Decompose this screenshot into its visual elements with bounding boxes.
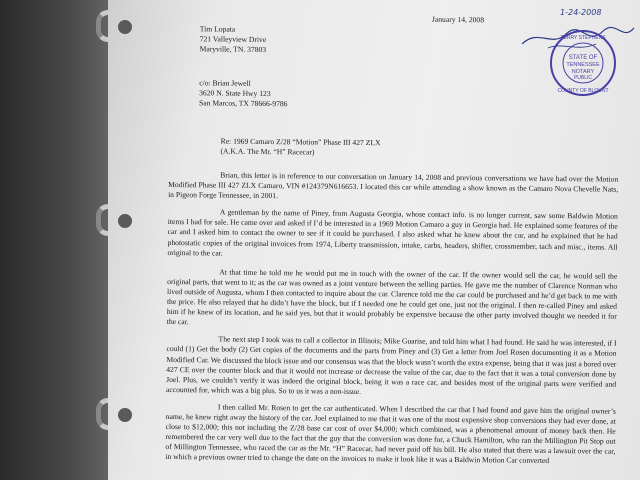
- address-line: 721 Valleyview Drive: [199, 34, 267, 45]
- binder-background: [0, 0, 118, 480]
- paragraph: At that time he told me he would put me in touch with the owner of the car. If the owner would sell the car, he would sell the original parts, that went to it; as the car was owned as a joint venture between the selling parties. He gave me the number of Clarence Norman who lived outside of Augusta, whom I then contacted to inquire about the car. Clarence told me the car could be purchased and he’d get back to me with the price. He also relayed that he didn’t have the block, but if I needed one he could get one, just not the original. I then re-called Piney and asked him if he knew of its location, and he said yes, but that it would probably be expensive because the other party involved thought we needed it for the car.: [166, 267, 618, 327]
- stamp-line: TERRY STEPHENS: [560, 35, 606, 41]
- address-line: San Marcos, TX 78666-9786: [199, 98, 288, 109]
- recipient-address: [200, 24, 267, 55]
- stamp-line: STATE OF: [568, 55, 598, 61]
- stamp-line: PUBLIC: [573, 75, 593, 81]
- address-line: Maryville, TN. 37803: [199, 44, 267, 55]
- subject-text: (A.K.A. The Mr. “H” Racecar): [220, 146, 315, 157]
- letter-paragraphs: [165, 170, 618, 474]
- paragraph: I then called Mr. Rosen to get the car authenticated. When I described the car that I had found and gave him the original owner’s name, he knew right away the history of the car. Joel explained to me that it was one of the most expensive shop conversions they had ever done, at close to $12,000; this not including the Z/28 base car cost of over $4,000; which combined, was a phenomenal amount of money back then. He remembered the car very well due to the fact that the guy that the conversion was done for, a Chuck Hamilton, who ran the Millington Pit Stop out of Millington Tennessee, who raced the car as the Mr. “H” Racecar, had never paid off his bill. He also stated that there was a lawsuit over the car, in which a previous owner tried to change the date on the invoices to make it look like it was a Baldwin Motion Car converted: [165, 402, 616, 466]
- letter-date: January 14, 2008: [431, 14, 485, 25]
- paragraph: Brian, this letter is in reference to our conversation on January 14, 2008 and previous conversations we have had over the Motion Modified Phase III 427 ZLX Camaro, VIN #124379N616653. I located this car while attending a show known as the Camaro Nova Chevelle Nats, in Pigeon Forge Tennessee, in 2001.: [168, 170, 619, 201]
- subject-line: [220, 137, 380, 159]
- handwritten-date: 1-24-2008: [560, 8, 602, 17]
- stamp-line: TENNESSEE: [566, 62, 600, 68]
- care-of-address: [199, 78, 288, 109]
- address-line: 3620 N. State Hwy 123: [199, 88, 271, 99]
- subject-text: Re: 1969 Camaro Z/28 “Motion” Phase III 427 ZLX: [220, 136, 381, 148]
- notary-stamp: [548, 28, 618, 98]
- stamp-line: NOTARY: [571, 69, 595, 75]
- address-line: Tim Lopata: [199, 24, 236, 34]
- letter-page: [108, 0, 640, 480]
- address-line: c/o: Brian Jewell: [199, 78, 251, 88]
- stamp-line: COUNTY OF BLOUNT: [557, 88, 609, 94]
- paragraph: A gentleman by the name of Piney, from Augusta Georgia, whose contact info. is no longer current, saw some Baldwin Motion items I had for sale. He came over and asked if I’d be interested in a 1969 Motion Camaro a guy in Georgia had. He explained some features of the car and I asked him to contact the owner to see if it could be purchased. I also asked what he knew about the car, and he explained that he had photostatic copies of the original invoices from 1974, Liberty transmission, intake, carbs, headers, shifter, crossmember, tach and misc., items. All original to the car.: [167, 207, 618, 258]
- paragraph: The next step I took was to call a collector in Illinois; Mike Guarise, and told him what I had found. He said he was interested, if I could (1) Get the body (2) Get copies of the documents and the parts from Piney and (3) Get a letter from Joel Rosen documenting it as a Motion Modified Car. We discussed the block issue and our consensus was that the block wasn’t worth the extra expense, being that it was just a bored over 427 CE over the counter block and that it would not increase or decrease the value of the car, due to the fact that it was a total conversion done by Joel. Plus, we couldn’t verify it was indeed the original block, being it was a race car, and besides most of the original parts were verified and accounted for, which was a big plus. So to us it was a non-issue.: [166, 334, 617, 396]
